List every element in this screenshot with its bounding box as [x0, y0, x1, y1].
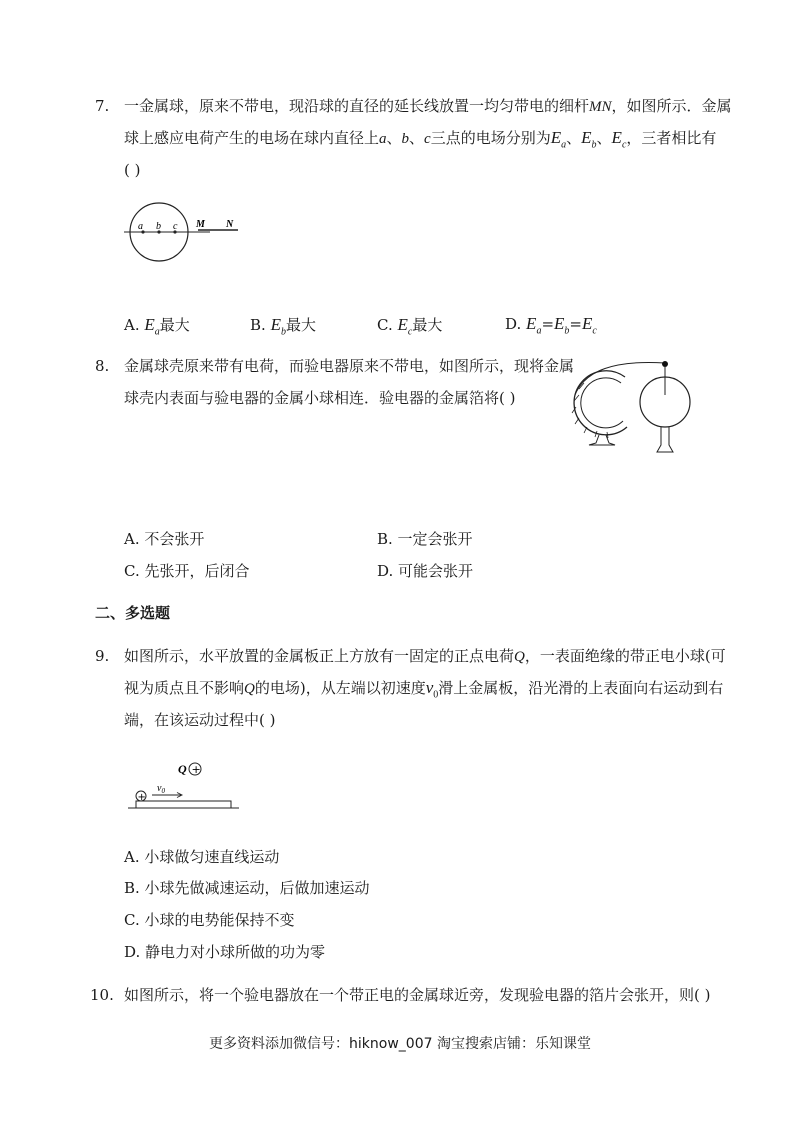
q9-fig-Q-plus: +: [191, 763, 201, 776]
q7-line1-end: ，如图所示．金属: [611, 97, 732, 115]
q7-line2-end: ，三者相比有: [626, 129, 717, 147]
q7-line1: [124, 95, 732, 118]
q7-line2-start: 球上感应电荷产生的电场在球内直径上: [124, 129, 380, 147]
q7-line2-mid: 三点的电场分别为: [430, 129, 551, 147]
q7-number: 7.: [95, 97, 110, 115]
q7-point-a: a: [379, 131, 387, 147]
q8-shell-inner: [581, 378, 623, 428]
q8-shell-outer: [574, 371, 627, 435]
q7-opt-c-E: $E_c$: [397, 315, 413, 338]
q7-line2: [124, 127, 716, 156]
q7-paren: ( ): [124, 161, 141, 179]
q7-rod-label: MN: [589, 99, 612, 115]
q9-option-b: B. 小球先做减速运动，后做加速运动: [124, 879, 370, 897]
q7-fig-M: M: [196, 219, 205, 230]
q8-shell-hatch: [572, 383, 608, 438]
q9-v0: $v_0$: [425, 678, 439, 701]
q9-line1: 如图所示，水平放置的金属板正上方放有一固定的正点电荷Q，一表面绝缘的带正电小球(可: [124, 647, 726, 665]
q8-option-d: D. 可能会张开: [377, 562, 474, 580]
q7-opt-d-Eb: $E_b$: [554, 314, 570, 337]
q7-opt-d-Ea: $E_a$: [526, 314, 542, 337]
q7-option-d: D. $E_a=E_b=E_c$: [505, 314, 597, 337]
q9-line2: 视为质点且不影响Q的电场)，从左端以初速度$v_0$滑上金属板，沿光滑的上表面向右运动到右: [124, 678, 724, 701]
q7-option-c: C. $E_c$最大: [377, 315, 443, 338]
q8-option-b: B. 一定会张开: [377, 530, 473, 548]
q8-figure: [565, 355, 695, 465]
q8-line1: 金属球壳原来带有电荷，而验电器原来不带电，如图所示，现将金属: [124, 357, 575, 375]
q8-electroscope-ball: [662, 361, 668, 367]
q8-option-c: C. 先张开，后闭合: [124, 562, 250, 580]
q9-Q2: Q: [244, 681, 255, 697]
q7-opt-d-Ec: $E_c$: [581, 314, 597, 337]
q8-number: 8.: [95, 357, 110, 375]
q7-Ec: $E_c$: [611, 128, 627, 151]
q9-figure: [125, 755, 245, 815]
q7-Ea: $E_a$: [550, 128, 567, 151]
q7-sep3: 、: [566, 129, 582, 147]
q9-option-d: D. 静电力对小球所做的功为零: [124, 943, 326, 961]
q7-point-b: b: [401, 131, 410, 147]
q9-metal-plate: [136, 801, 231, 808]
q7-line1-text: 一金属球，原来不带电，现沿球的直径的延长线放置一均匀带电的细杆: [124, 97, 590, 115]
q9-number: 9.: [95, 647, 110, 665]
section-heading: 二、多选题: [95, 604, 171, 622]
q7-sep4: 、: [596, 129, 612, 147]
q9-line3: 端，在该运动过程中( ): [124, 711, 276, 729]
q7-sep1: 、: [386, 129, 402, 147]
q9-Q: Q: [514, 649, 525, 665]
q9-option-a: A. 小球做匀速直线运动: [124, 848, 280, 866]
q8-electroscope-stand: [657, 427, 673, 452]
page-footer: 更多资料添加微信号：hiknow_007 淘宝搜索店铺：乐知课堂: [209, 1036, 591, 1052]
q7-figure: [120, 200, 250, 265]
q7-Eb: $E_b$: [581, 128, 597, 151]
q8-option-a: A. 不会张开: [124, 530, 205, 548]
q10-number: 10.: [90, 986, 114, 1004]
q9-option-c: C. 小球的电势能保持不变: [124, 911, 295, 929]
q7-fig-a: a: [138, 221, 143, 232]
q7-opt-a-E: $E_a$: [144, 315, 160, 338]
q7-fig-b: b: [156, 221, 161, 232]
q7-point-c: c: [424, 131, 431, 147]
q8-wire: [575, 362, 665, 395]
q7-option-b: B. $E_b$最大: [250, 315, 316, 338]
q7-opt-b-E: $E_b$: [270, 315, 286, 338]
q9-ball-plus: +: [137, 792, 146, 803]
q7-fig-c: c: [173, 221, 178, 232]
q9-fig-Q: Q: [178, 762, 187, 776]
q7-sep2: 、: [409, 129, 425, 147]
q7-fig-N: N: [226, 219, 234, 230]
q8-shell-stand: [589, 435, 615, 445]
q9-fig-v0: $v_0$: [157, 783, 165, 795]
q7-option-a: A. $E_a$最大: [124, 315, 190, 338]
q8-line2: 球壳内表面与验电器的金属小球相连．验电器的金属箔将( ): [124, 389, 516, 407]
q10-line1: 如图所示，将一个验电器放在一个带正电的金属球近旁，发现验电器的箔片会张开，则( ): [124, 986, 711, 1004]
